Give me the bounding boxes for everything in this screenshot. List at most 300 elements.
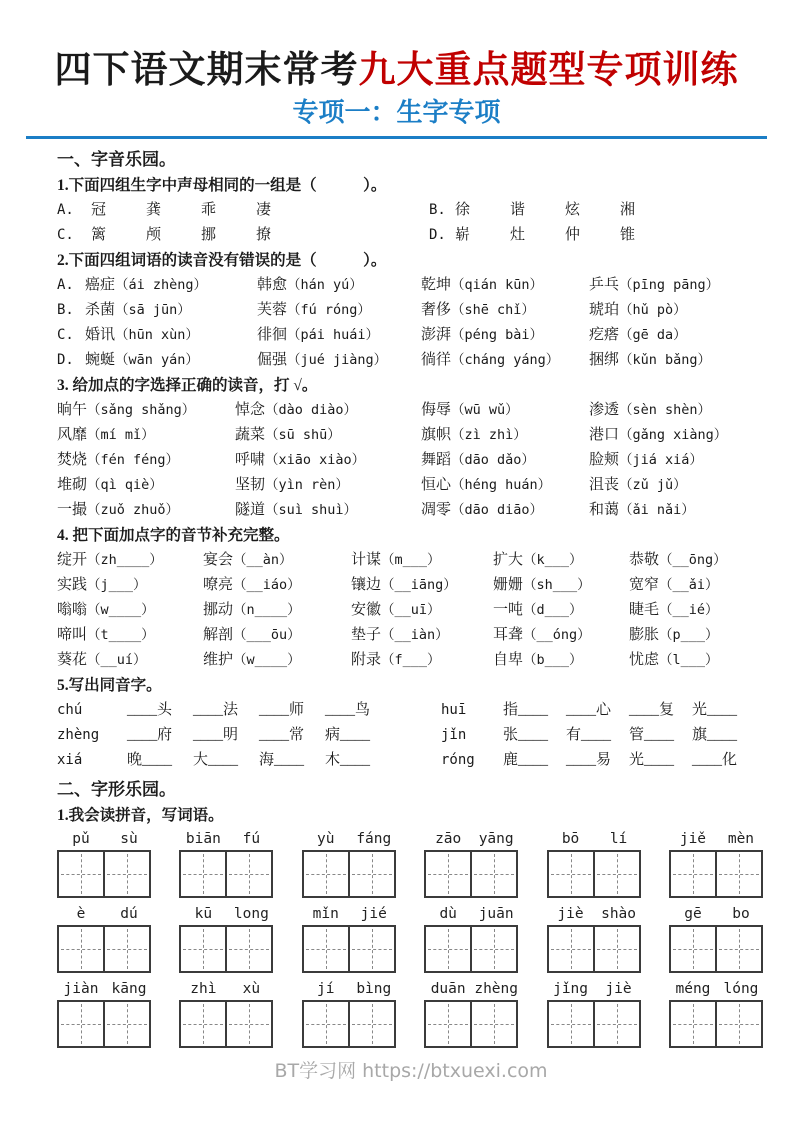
writing-cell xyxy=(593,850,641,898)
pinyin-text: （__àn） xyxy=(233,552,293,568)
writing-cell xyxy=(302,850,350,898)
word-pinyin-item xyxy=(421,273,589,298)
grid-pinyin-pair xyxy=(302,830,398,849)
word-text: 葵花 xyxy=(57,652,88,668)
word-text: 凋零 xyxy=(421,502,452,518)
page-subtitle: 专项一：生字专项 xyxy=(292,98,501,127)
section1-heading: 一、字音乐园。 xyxy=(57,150,176,169)
pinyin-text: （ǎi nǎi） xyxy=(619,502,695,518)
grid-cells xyxy=(179,925,275,973)
q1-row xyxy=(57,198,765,223)
grid-group xyxy=(424,905,520,973)
word-text: 杀菌 xyxy=(85,302,116,318)
pinyin-text: （b___） xyxy=(523,652,583,668)
word-text: 焚烧 xyxy=(57,452,88,468)
pinyin-text: （dāo diāo） xyxy=(451,502,544,518)
pinyin-text: （fú róng） xyxy=(287,302,371,318)
grid-pinyin-syllable: jiè xyxy=(557,906,584,922)
word-text: 琥珀 xyxy=(589,302,620,318)
option-label: C. xyxy=(57,327,74,343)
q4-row xyxy=(57,548,765,573)
pinyin-text: （p___） xyxy=(659,627,719,643)
word-text: 芙蓉 xyxy=(257,302,288,318)
word-text: 挪动 xyxy=(203,602,234,618)
homophone-blank: ____常 xyxy=(259,727,305,743)
q3-row xyxy=(57,448,765,473)
homophone-pinyin-label: xiá xyxy=(57,752,83,768)
grid-pinyin-syllable: juān xyxy=(478,906,514,922)
grid-pinyin-pair xyxy=(57,830,153,849)
pinyin-text: （__iáo） xyxy=(233,577,301,593)
pinyin-text: （wān yán） xyxy=(115,352,199,368)
writing-cell xyxy=(424,925,472,973)
grid-group xyxy=(57,830,153,898)
grid-pinyin-syllable: lí xyxy=(609,831,628,847)
word-text: 解剖 xyxy=(203,627,234,643)
word-text: 扩大 xyxy=(493,552,524,568)
pinyin-text: （hǔ pò） xyxy=(619,302,687,318)
pinyin-text: （qián kūn） xyxy=(451,277,544,293)
option-label: D. xyxy=(429,227,446,243)
pinyin-text: （jué jiàng） xyxy=(287,352,388,368)
grid-cells xyxy=(302,1000,398,1048)
grid-pinyin-syllable: bìng xyxy=(356,981,392,997)
q3-row xyxy=(57,498,765,523)
word-text: 忧虑 xyxy=(629,652,660,668)
pinyin-text: （dào diào） xyxy=(265,402,358,418)
word-text: 徘徊 xyxy=(257,327,288,343)
grid-group xyxy=(302,980,398,1048)
writing-cell xyxy=(225,1000,273,1048)
word-pinyin-item xyxy=(235,473,421,498)
homophone-blank: 光____ xyxy=(692,702,738,718)
word-pinyin-item xyxy=(589,398,711,423)
word-text: 捆绑 xyxy=(589,352,620,368)
word-pinyin-item xyxy=(421,423,589,448)
word-pinyin-item xyxy=(203,648,351,673)
grid-pinyin-syllable: kāng xyxy=(111,981,147,997)
q2-row xyxy=(57,323,765,348)
homophone-blank: ____复 xyxy=(629,702,675,718)
word-text: 一撮 xyxy=(57,502,88,518)
pinyin-text: （__iàn） xyxy=(381,627,449,643)
writing-cell xyxy=(669,1000,717,1048)
word-text: 悼念 xyxy=(235,402,266,418)
q5-heading: 5.写出同音字。 xyxy=(57,677,162,694)
word-pinyin-item xyxy=(257,348,421,373)
writing-cell xyxy=(57,925,105,973)
grid-cells xyxy=(547,1000,643,1048)
word-text: 脸颊 xyxy=(589,452,620,468)
word-pinyin-item xyxy=(421,498,589,523)
pinyin-text: （t____） xyxy=(87,627,155,643)
word-text: 奢侈 xyxy=(421,302,452,318)
word-text: 宽窄 xyxy=(629,577,660,593)
pinyin-text: （zuǒ zhuǒ） xyxy=(87,502,180,518)
page-header xyxy=(0,0,793,139)
grid-pinyin-syllable: zhì xyxy=(190,981,217,997)
word-pinyin-item xyxy=(589,298,687,323)
pinyin-text: （__ié） xyxy=(659,602,719,618)
q2-heading: 2.下面四组词语的读音没有错误的是（ ）。 xyxy=(57,252,387,269)
grid-pinyin-syllable: mǐn xyxy=(312,906,339,922)
word-pinyin-item xyxy=(351,573,493,598)
grid-group xyxy=(547,905,643,973)
word-pinyin-item xyxy=(351,598,493,623)
pinyin-text: （sh___） xyxy=(523,577,591,593)
pinyin-text: （cháng yáng） xyxy=(451,352,560,368)
grid-pinyin-pair xyxy=(179,830,275,849)
grid-pinyin-syllable: duān xyxy=(430,981,466,997)
grid-group xyxy=(179,980,275,1048)
writing-cell xyxy=(57,1000,105,1048)
pinyin-text: （pīng pāng） xyxy=(619,277,720,293)
pinyin-text: （d___） xyxy=(523,602,583,618)
writing-cell xyxy=(715,1000,763,1048)
option-character: 湘 xyxy=(620,202,636,218)
q1-row xyxy=(57,223,765,248)
grid-cells xyxy=(424,1000,520,1048)
option-character: 崭 xyxy=(455,227,471,243)
writing-cell xyxy=(57,850,105,898)
word-pinyin-item xyxy=(85,348,257,373)
word-text: 坚韧 xyxy=(235,477,266,493)
homophone-blank: 管____ xyxy=(629,727,675,743)
q4-row xyxy=(57,648,765,673)
homophone-pinyin-label: huī xyxy=(441,702,467,718)
writing-cell xyxy=(470,925,518,973)
word-pinyin-item xyxy=(203,623,351,648)
option-character: 徐 xyxy=(455,202,471,218)
homophone-pinyin-label: róng xyxy=(441,752,475,768)
writing-cell xyxy=(547,1000,595,1048)
grid-cells xyxy=(669,850,765,898)
word-text: 乾坤 xyxy=(421,277,452,293)
writing-cell xyxy=(302,1000,350,1048)
word-text: 姗姗 xyxy=(493,577,524,593)
grid-pinyin-syllable: è xyxy=(76,906,86,922)
grid-group xyxy=(302,830,398,898)
grid-cells xyxy=(669,925,765,973)
option-character: 龚 xyxy=(146,202,162,218)
grid-pinyin-syllable: dú xyxy=(120,906,138,922)
pinyin-text: （__uī） xyxy=(381,602,441,618)
grid-pinyin-syllable: jí xyxy=(317,981,335,997)
grid-cells xyxy=(669,1000,765,1048)
pinyin-text: （gē da） xyxy=(619,327,687,343)
grid-group xyxy=(669,980,765,1048)
homophone-blank: 鹿____ xyxy=(503,752,549,768)
q5-homophone-rows xyxy=(57,698,765,773)
grid-cells xyxy=(547,850,643,898)
word-pinyin-item xyxy=(257,323,421,348)
grid-pinyin-syllable: fú xyxy=(242,831,261,847)
word-pinyin-item xyxy=(57,448,235,473)
pinyin-text: （suì shuì） xyxy=(265,502,358,518)
word-text: 沮丧 xyxy=(589,477,620,493)
homophone-blank: ____法 xyxy=(193,702,239,718)
option-character: 凄 xyxy=(256,202,272,218)
word-pinyin-item xyxy=(589,423,727,448)
grid-group xyxy=(669,905,765,973)
grid-pinyin-syllable: bō xyxy=(561,831,580,847)
homophone-blank: ____师 xyxy=(259,702,305,718)
pinyin-text: （jiá xiá） xyxy=(619,452,703,468)
q2-option-rows xyxy=(57,273,765,373)
word-pinyin-item xyxy=(421,323,589,348)
pinyin-text: （hūn xùn） xyxy=(115,327,199,343)
grid-pinyin-pair xyxy=(669,905,765,924)
grid-pinyin-syllable: jiàn xyxy=(63,981,99,997)
word-text: 绽开 xyxy=(57,552,88,568)
word-pinyin-item xyxy=(57,598,203,623)
option-character: 仲 xyxy=(565,227,581,243)
pinyin-text: （héng huán） xyxy=(451,477,552,493)
q1-right-group xyxy=(429,198,675,223)
writing-cell xyxy=(348,1000,396,1048)
word-pinyin-item xyxy=(629,598,719,623)
pinyin-text: （w____） xyxy=(233,652,301,668)
pinyin-text: （__iāng） xyxy=(381,577,457,593)
word-pinyin-item xyxy=(629,573,719,598)
grid-pinyin-syllable: jiě xyxy=(679,831,707,847)
writing-cell xyxy=(179,925,227,973)
pinyin-text: （zì zhì） xyxy=(451,427,527,443)
homophone-blank: ____化 xyxy=(692,752,738,768)
option-character: 撩 xyxy=(256,227,272,243)
grid-cells xyxy=(547,925,643,973)
grid-group xyxy=(179,905,275,973)
writing-cell xyxy=(593,1000,641,1048)
grid-cells xyxy=(424,925,520,973)
writing-cell xyxy=(470,1000,518,1048)
grid-group xyxy=(424,980,520,1048)
pinyin-text: （xiāo xiào） xyxy=(265,452,366,468)
word-pinyin-item xyxy=(629,648,719,673)
writing-grid-section xyxy=(57,830,765,1048)
word-pinyin-item xyxy=(351,648,493,673)
option-label: B. xyxy=(429,202,446,218)
word-text: 和蔼 xyxy=(589,502,620,518)
pinyin-text: （qì qiè） xyxy=(87,477,163,493)
grid-row xyxy=(57,830,765,898)
pinyin-text: （___ōu） xyxy=(233,627,301,643)
grid-pinyin-syllable: yāng xyxy=(478,831,514,847)
word-text: 蜿蜒 xyxy=(85,352,116,368)
word-text: 垫子 xyxy=(351,627,382,643)
word-text: 乒乓 xyxy=(589,277,620,293)
word-pinyin-item xyxy=(235,498,421,523)
word-pinyin-item xyxy=(203,598,351,623)
q4-row xyxy=(57,623,765,648)
word-text: 渗透 xyxy=(589,402,620,418)
word-text: 港口 xyxy=(589,427,620,443)
word-text: 徜徉 xyxy=(421,352,452,368)
option-label: B. xyxy=(57,302,74,318)
pinyin-text: （j___） xyxy=(87,577,147,593)
q2-row xyxy=(57,273,765,298)
word-pinyin-item xyxy=(493,623,629,648)
word-text: 宴会 xyxy=(203,552,234,568)
q4-row xyxy=(57,598,765,623)
writing-cell xyxy=(179,850,227,898)
word-pinyin-item xyxy=(589,273,719,298)
q5-row xyxy=(57,698,765,723)
grid-pinyin-syllable: jié xyxy=(360,906,387,922)
pinyin-text: （mí mǐ） xyxy=(87,427,155,443)
grid-pinyin-syllable: dù xyxy=(439,906,457,922)
word-text: 旗帜 xyxy=(421,427,452,443)
word-text: 啼叫 xyxy=(57,627,88,643)
writing-cell xyxy=(470,850,518,898)
pinyin-text: （yìn rèn） xyxy=(265,477,349,493)
pinyin-text: （sā jūn） xyxy=(115,302,191,318)
writing-cell xyxy=(424,1000,472,1048)
pinyin-text: （__uí） xyxy=(87,652,147,668)
grid-pinyin-pair xyxy=(179,980,275,999)
option-label: A. xyxy=(57,202,74,218)
grid-pinyin-syllable: pǔ xyxy=(72,831,90,847)
word-text: 倔强 xyxy=(257,352,288,368)
word-text: 维护 xyxy=(203,652,234,668)
pinyin-text: （fén féng） xyxy=(87,452,180,468)
grid-pinyin-pair xyxy=(424,980,520,999)
word-text: 安徽 xyxy=(351,602,382,618)
q5-row xyxy=(57,748,765,773)
homophone-blank: 有____ xyxy=(566,727,612,743)
grid-cells xyxy=(57,850,153,898)
word-text: 隧道 xyxy=(235,502,266,518)
section2-heading: 二、字形乐园。 xyxy=(57,780,176,799)
grid-pinyin-pair xyxy=(179,905,275,924)
writing-cell xyxy=(593,925,641,973)
writing-cell xyxy=(348,925,396,973)
word-pinyin-item xyxy=(589,498,695,523)
word-pinyin-item xyxy=(351,548,493,573)
grid-group xyxy=(179,830,275,898)
option-label: C. xyxy=(57,227,74,243)
writing-cell xyxy=(547,925,595,973)
pinyin-text: （ái zhèng） xyxy=(115,277,208,293)
word-pinyin-item xyxy=(493,548,629,573)
word-pinyin-item xyxy=(57,648,203,673)
grid-cells xyxy=(179,1000,275,1048)
writing-cell xyxy=(715,850,763,898)
option-character: 挪 xyxy=(201,227,217,243)
pinyin-text: （__ǎi） xyxy=(659,577,719,593)
word-pinyin-item xyxy=(629,623,719,648)
option-character: 颅 xyxy=(146,227,162,243)
word-pinyin-item xyxy=(235,423,421,448)
option-label: A. xyxy=(57,277,74,293)
grid-cells xyxy=(179,850,275,898)
homophone-blank: ____府 xyxy=(127,727,173,743)
word-pinyin-item xyxy=(203,573,351,598)
writing-cell xyxy=(103,925,151,973)
option-character: 灶 xyxy=(510,227,526,243)
grid-cells xyxy=(302,925,398,973)
grid-cells xyxy=(302,850,398,898)
grid-pinyin-syllable: gē xyxy=(684,906,702,922)
word-text: 疙瘩 xyxy=(589,327,620,343)
pinyin-text: （__ōng） xyxy=(659,552,727,568)
pinyin-text: （sèn shèn） xyxy=(619,402,712,418)
word-pinyin-item xyxy=(57,548,203,573)
homophone-blank: 晚____ xyxy=(127,752,173,768)
writing-cell xyxy=(225,925,273,973)
grid-pinyin-pair xyxy=(547,830,643,849)
word-text: 韩愈 xyxy=(257,277,288,293)
option-character: 冠 xyxy=(91,202,107,218)
q1-option-rows xyxy=(57,198,765,248)
grid-pinyin-pair xyxy=(547,980,643,999)
homophone-pinyin-label: chú xyxy=(57,702,83,718)
grid-pinyin-pair xyxy=(547,905,643,924)
grid-pinyin-pair xyxy=(669,980,765,999)
pinyin-text: （shē chǐ） xyxy=(451,302,535,318)
homophone-blank: 张____ xyxy=(503,727,549,743)
option-character: 乖 xyxy=(201,202,217,218)
word-pinyin-item xyxy=(589,473,687,498)
grid-group xyxy=(424,830,520,898)
word-pinyin-item xyxy=(493,648,629,673)
watermark: BT学习网 https://btxuexi.com xyxy=(274,1060,548,1082)
word-text: 癌症 xyxy=(85,277,116,293)
homophone-blank: ____明 xyxy=(193,727,239,743)
word-pinyin-item xyxy=(57,423,235,448)
pinyin-text: （dāo dǎo） xyxy=(451,452,535,468)
writing-cell xyxy=(302,925,350,973)
pinyin-text: （k___） xyxy=(523,552,583,568)
grid-pinyin-syllable: zhèng xyxy=(474,981,518,997)
grid-pinyin-pair xyxy=(424,905,520,924)
pinyin-text: （zǔ jǔ） xyxy=(619,477,687,493)
writing-cell xyxy=(669,925,717,973)
homophone-blank: 指____ xyxy=(503,702,549,718)
homophone-blank: 旗____ xyxy=(692,727,738,743)
grid-group xyxy=(302,905,398,973)
writing-cell xyxy=(225,850,273,898)
q2-row xyxy=(57,348,765,373)
grid-pinyin-syllable: bo xyxy=(732,906,750,922)
page-title xyxy=(0,48,793,94)
word-text: 堆砌 xyxy=(57,477,88,493)
word-text: 恒心 xyxy=(421,477,452,493)
word-pinyin-item xyxy=(589,348,711,373)
pinyin-text: （zh____） xyxy=(87,552,163,568)
grid-pinyin-syllable: fáng xyxy=(356,831,392,847)
pinyin-text: （__óng） xyxy=(523,627,591,643)
word-pinyin-item xyxy=(351,623,493,648)
word-pinyin-item xyxy=(85,323,257,348)
pinyin-text: （wū wǔ） xyxy=(451,402,519,418)
pinyin-text: （sǎng shǎng） xyxy=(87,402,196,418)
grid-row xyxy=(57,905,765,973)
writing-cell xyxy=(669,850,717,898)
word-pinyin-item xyxy=(421,473,589,498)
pinyin-text: （m___） xyxy=(381,552,441,568)
q3-row xyxy=(57,423,765,448)
word-text: 晌午 xyxy=(57,402,88,418)
q3-word-rows xyxy=(57,398,765,523)
word-pinyin-item xyxy=(421,298,589,323)
word-pinyin-item xyxy=(589,323,687,348)
pinyin-text: （pái huái） xyxy=(287,327,380,343)
q5-row xyxy=(57,723,765,748)
worksheet-content xyxy=(0,139,793,1084)
grid-pinyin-pair xyxy=(57,980,153,999)
word-text: 附录 xyxy=(351,652,382,668)
